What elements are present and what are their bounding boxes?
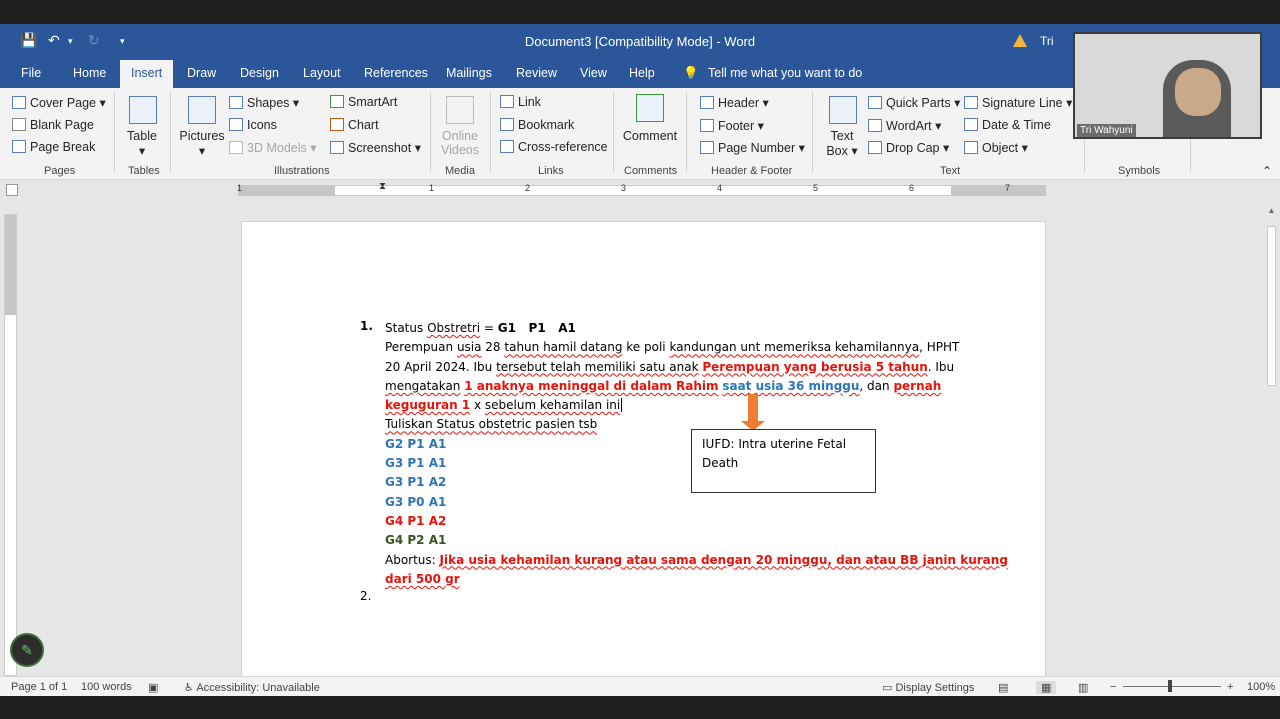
paragraph-line: keguguran 1 x sebelum kehamilan ini <box>385 398 621 413</box>
footer-button[interactable]: Footer ▾ <box>700 118 764 133</box>
bookmark-icon <box>500 118 514 131</box>
ruler-number: 5 <box>813 183 819 193</box>
shapes-icon <box>229 96 243 109</box>
os-top-bar <box>0 0 1280 24</box>
tab-file[interactable]: File <box>21 66 42 80</box>
option-line: G4 P1 A2 <box>385 513 447 528</box>
paragraph-line: Perempuan usia 28 tahun hamil datang ke poli kandungan unt memeriksa kehamilannya, HPHT <box>385 340 960 355</box>
separator <box>430 92 431 172</box>
tab-mailings[interactable]: Mailings <box>446 66 492 80</box>
option-line: G2 P1 A1 <box>385 436 447 451</box>
object-button[interactable]: Object ▾ <box>964 140 1028 155</box>
pen-icon[interactable]: ✎ <box>10 633 44 667</box>
tell-me-search[interactable]: Tell me what you want to do <box>708 66 863 80</box>
paragraph-line: mengatakan 1 anaknya meninggal di dalam Rahim saat usia 36 minggu, dan pernah <box>385 378 942 393</box>
separator <box>114 92 115 172</box>
separator <box>613 92 614 172</box>
undo-icon[interactable]: ↶ <box>48 32 60 48</box>
save-icon[interactable]: 💾 <box>20 32 38 48</box>
ruler-number: 7 <box>1005 183 1011 193</box>
option-line: G4 P2 A1 <box>385 533 447 548</box>
icons-button[interactable]: Icons <box>229 118 277 132</box>
zoom-slider-thumb[interactable] <box>1168 680 1172 692</box>
paragraph-line: 20 April 2024. Ibu tersebut telah memiliki satu anak Perempuan yang berusia 5 tahun. Ibu <box>385 359 955 374</box>
zoom-in-icon[interactable]: + <box>1227 681 1234 693</box>
down-arrow-shape[interactable] <box>748 394 758 421</box>
option-line: G3 P1 A1 <box>385 456 447 471</box>
ruler-number: 2 <box>525 183 531 193</box>
online-videos-icon <box>446 96 474 124</box>
scroll-up-icon[interactable]: ▲ <box>1267 206 1276 215</box>
pictures-button[interactable]: Pictures ▾ <box>179 129 225 158</box>
table-button[interactable]: Table ▾ <box>127 129 157 158</box>
group-links: Links <box>538 165 564 177</box>
horizontal-ruler <box>0 180 1280 202</box>
zoom-level[interactable]: 100% <box>1247 681 1276 693</box>
screenshot-icon <box>330 141 344 154</box>
tab-references[interactable]: References <box>364 66 428 80</box>
user-name[interactable]: Tri <box>1040 34 1054 48</box>
chart-button[interactable]: Chart <box>330 118 379 132</box>
document-title: Document3 [Compatibility Mode] - Word <box>524 34 756 49</box>
undo-dropdown-icon[interactable]: ▾ <box>68 36 73 46</box>
signature-line-icon <box>964 96 978 109</box>
document-body[interactable] <box>385 319 1008 589</box>
ruler-number: 3 <box>621 183 627 193</box>
chart-icon <box>330 118 344 131</box>
bookmark-button[interactable]: Bookmark <box>500 118 574 132</box>
cover-page-button[interactable]: Cover Page ▾ <box>12 95 106 110</box>
tab-insert[interactable]: Insert <box>120 60 173 88</box>
page-break-button[interactable]: Page Break <box>12 140 95 154</box>
warning-icon[interactable] <box>1013 34 1027 47</box>
signature-line-button[interactable]: Signature Line ▾ <box>964 95 1072 110</box>
ruler-number: 1 <box>429 183 435 193</box>
webcam-face <box>1175 68 1221 116</box>
word-count[interactable]: 100 words <box>81 681 132 693</box>
page-break-icon <box>12 140 26 153</box>
redo-icon: ↻ <box>88 32 100 48</box>
ruler-number: 4 <box>717 183 723 193</box>
3d-models-icon <box>229 141 243 154</box>
list-number: 2. <box>360 589 372 603</box>
status-line: Status Obstretri = G1 P1 A1 <box>385 321 576 335</box>
vertical-ruler-margin <box>5 215 16 315</box>
group-tables: Tables <box>128 165 160 177</box>
shapes-button[interactable]: Shapes ▾ <box>229 95 299 110</box>
header-button[interactable]: Header ▾ <box>700 95 769 110</box>
ruler-number: 6 <box>909 183 915 193</box>
list-number: 1. <box>360 319 373 333</box>
drop-cap-button[interactable]: Drop Cap ▾ <box>868 140 949 155</box>
object-icon <box>964 141 978 154</box>
display-icon: ▭ <box>882 682 896 694</box>
quick-parts-button[interactable]: Quick Parts ▾ <box>868 95 960 110</box>
iufd-callout-textbox[interactable]: IUFD: Intra uterine Fetal Death <box>691 429 876 493</box>
zoom-out-icon[interactable]: − <box>1110 681 1117 693</box>
page-number-icon <box>700 141 714 154</box>
blank-page-icon <box>12 118 26 131</box>
group-header-footer: Header & Footer <box>711 165 793 177</box>
icons-icon <box>229 118 243 131</box>
page-count[interactable]: Page 1 of 1 <box>11 681 68 693</box>
abortus-line: dari 500 gr <box>385 571 460 586</box>
text-cursor <box>621 398 622 412</box>
proofing-icon[interactable]: ▣ <box>148 682 159 694</box>
accessibility-icon: ♿ <box>184 682 197 694</box>
online-videos-button: Online Videos <box>441 129 479 157</box>
vertical-ruler <box>4 214 17 676</box>
ruler-right-margin <box>951 185 1046 196</box>
text-box-icon <box>829 96 857 124</box>
collapse-ribbon-icon[interactable]: ⌃ <box>1262 164 1273 178</box>
page-number-button[interactable]: Page Number ▾ <box>700 140 805 155</box>
institution-logo <box>1081 40 1171 52</box>
group-comments: Comments <box>624 165 678 177</box>
tab-home[interactable]: Home <box>73 66 107 80</box>
blank-page-button[interactable]: Blank Page <box>12 118 94 132</box>
read-mode-icon[interactable]: ▤ <box>998 682 1009 694</box>
drop-cap-icon <box>868 141 882 154</box>
tab-review[interactable]: Review <box>516 66 557 80</box>
cross-reference-button[interactable]: Cross-reference <box>500 140 608 154</box>
quick-parts-icon <box>868 96 882 109</box>
separator <box>490 92 491 172</box>
table-icon <box>129 96 157 124</box>
document-page[interactable] <box>241 221 1046 681</box>
customize-qat-icon[interactable]: ▾ <box>120 36 125 46</box>
abortus-line: Abortus: Jika usia kehamilan kurang atau sama dengan 20 minggu, dan atau BB janin kurang <box>385 552 1008 567</box>
link-button[interactable]: Link <box>500 95 541 109</box>
indent-marker-icon[interactable]: ⧗ <box>379 181 387 192</box>
screenshot-button[interactable]: Screenshot ▾ <box>330 140 421 155</box>
document-canvas <box>0 202 1280 676</box>
web-layout-icon[interactable]: ▥ <box>1078 682 1089 694</box>
group-pages: Pages <box>44 165 76 177</box>
question-line: Tuliskan Status obstetric pasien tsb <box>385 417 598 432</box>
group-symbols: Symbols <box>1118 165 1161 177</box>
separator <box>686 92 687 172</box>
ruler-left-margin <box>238 185 335 196</box>
smartart-icon <box>330 95 344 108</box>
zoom-slider[interactable] <box>1123 686 1221 687</box>
cross-reference-icon <box>500 140 514 153</box>
cover-page-icon <box>12 96 26 109</box>
comment-button[interactable]: Comment <box>622 129 678 143</box>
webcam-overlay[interactable] <box>1073 32 1262 139</box>
link-icon <box>500 95 514 108</box>
group-illustrations: Illustrations <box>274 165 330 177</box>
3d-models-button: 3D Models ▾ <box>229 140 317 155</box>
wordart-button[interactable]: WordArt ▾ <box>868 118 941 133</box>
tab-help[interactable]: Help <box>629 66 655 80</box>
status-bar <box>0 676 1280 696</box>
tab-layout[interactable]: Layout <box>303 66 341 80</box>
tab-design[interactable]: Design <box>240 66 279 80</box>
lightbulb-icon: 💡 <box>683 66 699 80</box>
header-icon <box>700 96 714 109</box>
option-line: G3 P0 A1 <box>385 494 447 509</box>
date-time-icon <box>964 118 978 131</box>
print-layout-icon[interactable]: ▦ <box>1036 681 1056 694</box>
separator <box>812 92 813 172</box>
accessibility-status[interactable]: ♿ Accessibility: Unavailable <box>184 682 320 694</box>
smartart-button[interactable]: SmartArt <box>330 95 397 109</box>
option-line: G3 P1 A2 <box>385 475 447 490</box>
display-settings-button[interactable]: ▭ Display Settings <box>882 682 975 694</box>
date-time-button[interactable]: Date & Time <box>964 118 1051 132</box>
separator <box>170 92 171 172</box>
tab-draw[interactable]: Draw <box>187 66 217 80</box>
group-media: Media <box>445 165 475 177</box>
wordart-icon <box>868 119 882 132</box>
ruler-strip <box>238 185 1046 196</box>
tab-selector-icon[interactable] <box>6 184 18 196</box>
tab-view[interactable]: View <box>580 66 607 80</box>
pictures-icon <box>188 96 216 124</box>
ruler-number: 1 <box>237 183 243 193</box>
comment-icon <box>636 94 664 122</box>
footer-icon <box>700 119 714 132</box>
vertical-scrollbar[interactable] <box>1265 206 1278 672</box>
scroll-thumb[interactable] <box>1267 226 1276 386</box>
text-box-button[interactable]: Text Box ▾ <box>826 129 858 158</box>
os-bottom-bar <box>0 696 1280 719</box>
group-text: Text <box>940 165 961 177</box>
webcam-name: Tri Wahyuni <box>1077 124 1136 137</box>
